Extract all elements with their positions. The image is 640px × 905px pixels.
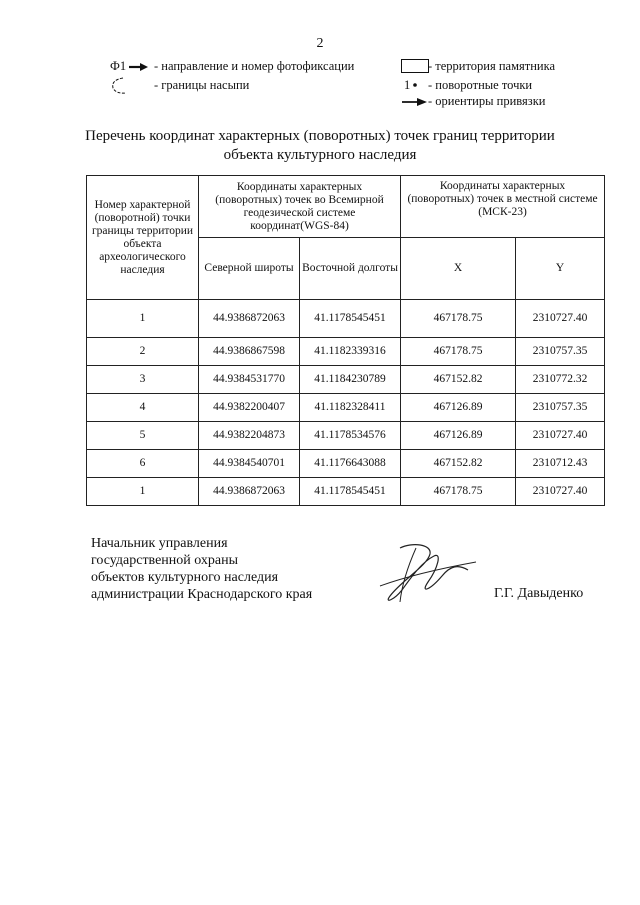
- y-cell: 2310727.40: [516, 478, 605, 506]
- x-cell: 467178.75: [401, 300, 516, 338]
- signer-position-line2: государственной охраны: [91, 553, 239, 568]
- latitude-cell: 44.9386872063: [199, 300, 300, 338]
- turn-point-number: 1: [404, 78, 411, 92]
- header-msk23-group: Координаты характерных (поворотных) точек в местной системе (МСК-23): [401, 176, 605, 238]
- header-x: X: [401, 238, 516, 300]
- header-wgs84-group: Координаты характерных (поворотных) точек во Всемирной геодезической системе координат(WGS-84): [199, 176, 401, 238]
- signer-name: Г.Г. Давыденко: [494, 586, 584, 601]
- signer-position-line3: объектов культурного наследия: [91, 570, 279, 585]
- monument-territory-icon: [401, 59, 429, 73]
- signer-position-line4: администрации Краснодарского края: [91, 587, 313, 602]
- coordinates-table: [86, 175, 605, 506]
- table-row: [87, 338, 605, 366]
- x-cell: 467178.75: [401, 338, 516, 366]
- header-point-number: Номер характерной (поворотной) точки границы территории объекта археологического наследия: [87, 176, 199, 300]
- y-cell: 2310727.40: [516, 422, 605, 450]
- point-number-cell: 2: [87, 338, 199, 366]
- monument-territory-label: - территория памятника: [428, 59, 556, 73]
- latitude-cell: 44.9382200407: [199, 394, 300, 422]
- longitude-cell: 41.1176643088: [300, 450, 401, 478]
- header-y: Y: [516, 238, 605, 300]
- longitude-cell: 41.1182339316: [300, 338, 401, 366]
- reference-points-label: - ориентиры привязки: [428, 94, 546, 108]
- table-row: [87, 450, 605, 478]
- photo-direction-icon: [129, 62, 149, 72]
- x-cell: 467152.82: [401, 366, 516, 394]
- mound-border-icon: [108, 76, 130, 96]
- point-number-cell: 5: [87, 422, 199, 450]
- turn-point-icon: [412, 82, 418, 88]
- document-title-line2: объекта культурного наследия: [223, 147, 417, 163]
- longitude-cell: 41.1178545451: [300, 300, 401, 338]
- longitude-cell: 41.1184230789: [300, 366, 401, 394]
- latitude-cell: 44.9384540701: [199, 450, 300, 478]
- point-number-cell: 4: [87, 394, 199, 422]
- latitude-cell: 44.9382204873: [199, 422, 300, 450]
- longitude-cell: 41.1178534576: [300, 422, 401, 450]
- signature-block: [91, 535, 312, 603]
- page-number: 2: [316, 36, 324, 51]
- table-row: [87, 300, 605, 338]
- x-cell: 467178.75: [401, 478, 516, 506]
- x-cell: 467152.82: [401, 450, 516, 478]
- mound-border-label: - границы насыпи: [154, 78, 250, 92]
- x-cell: 467126.89: [401, 394, 516, 422]
- header-north-latitude: Северной широты: [199, 238, 300, 300]
- y-cell: 2310727.40: [516, 300, 605, 338]
- latitude-cell: 44.9386867598: [199, 338, 300, 366]
- signer-position-line1: Начальник управления: [91, 536, 228, 551]
- table-row: [87, 478, 605, 506]
- photo-code-label: Ф1: [110, 59, 127, 73]
- longitude-cell: 41.1178545451: [300, 478, 401, 506]
- photo-direction-label: - направление и номер фотофиксации: [154, 59, 355, 73]
- x-cell: 467126.89: [401, 422, 516, 450]
- point-number-cell: 3: [87, 366, 199, 394]
- point-number-cell: 6: [87, 450, 199, 478]
- latitude-cell: 44.9384531770: [199, 366, 300, 394]
- reference-point-icon: [402, 97, 428, 107]
- table-row: [87, 366, 605, 394]
- turn-points-label: - поворотные точки: [428, 78, 533, 92]
- header-east-longitude: Восточной долготы: [300, 238, 401, 300]
- document-title-line1: Перечень координат характерных (поворотных) точек границ территории: [85, 128, 555, 144]
- table-row: [87, 394, 605, 422]
- longitude-cell: 41.1182328411: [300, 394, 401, 422]
- table-row: [87, 422, 605, 450]
- y-cell: 2310757.35: [516, 394, 605, 422]
- handwritten-signature: [372, 540, 482, 610]
- latitude-cell: 44.9386872063: [199, 478, 300, 506]
- y-cell: 2310712.43: [516, 450, 605, 478]
- point-number-cell: 1: [87, 300, 199, 338]
- point-number-cell: 1: [87, 478, 199, 506]
- y-cell: 2310772.32: [516, 366, 605, 394]
- y-cell: 2310757.35: [516, 338, 605, 366]
